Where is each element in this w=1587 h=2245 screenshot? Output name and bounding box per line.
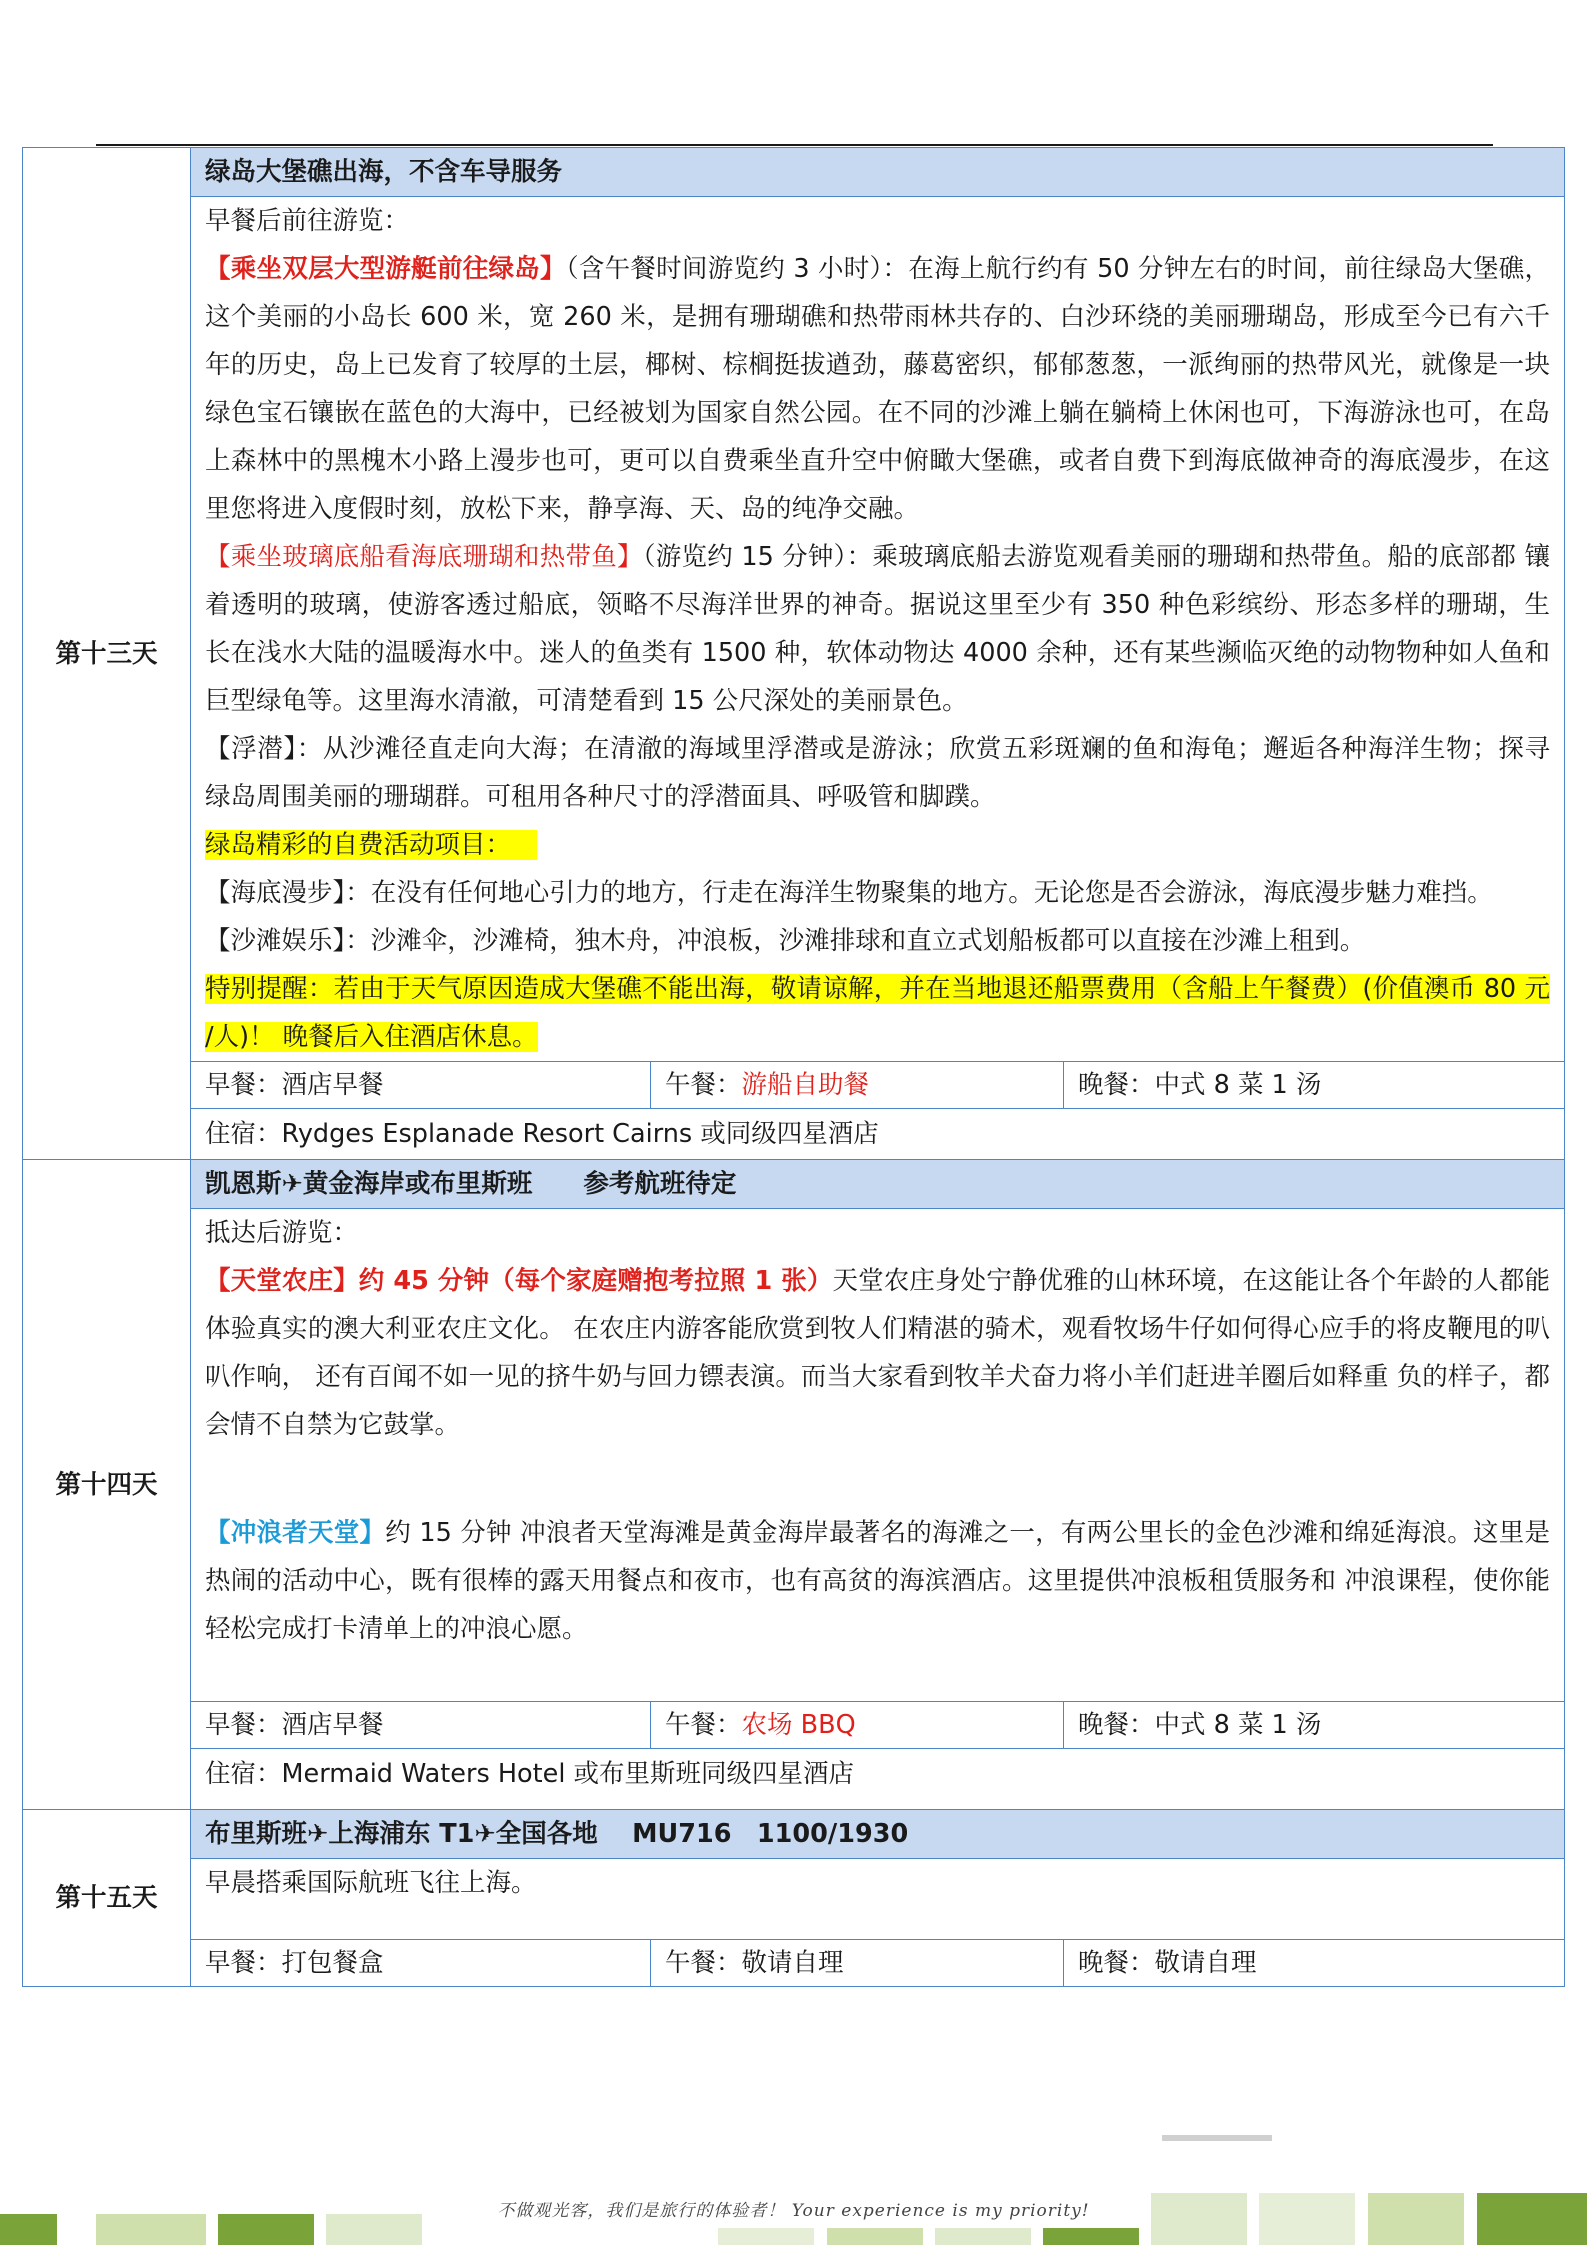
hotel-cell: 住宿：Rydges Esplanade Resort Cairns 或同级四星酒店 — [191, 1109, 1565, 1160]
day-content — [191, 1209, 1565, 1702]
paragraph-text: （游览约 15 分钟）：乘玻璃底船去游览观看美丽的珊瑚和热带鱼。船的底部都 镶着透明的玻璃，使游客透过船底，领略不尽海洋世界的神奇。据说这里至少有 350 种色彩缤纷、形态多样的珊瑚，生 长在浅水大陆的温暖海水中。迷人的鱼类有 1500 种，软体动物达 4000 余种，还有某些濒临灭绝的动物物种如人鱼和 巨型绿龟等。这里海水清澈，可清楚看到 15 公尺深处的美丽景色。 — [205, 542, 1550, 716]
footer-square — [326, 2214, 422, 2245]
day-title: 凯恩斯✈黄金海岸或布里斯班 参考航班待定 — [191, 1160, 1565, 1209]
lunch-cell: 午餐：农场 BBQ — [651, 1702, 1064, 1749]
dinner-cell: 晚餐：中式 8 菜 1 汤 — [1064, 1062, 1565, 1109]
highlight-tag: 【乘坐玻璃底船看海底珊瑚和热带鱼】 — [205, 542, 643, 572]
breakfast-cell: 早餐：酒店早餐 — [191, 1062, 651, 1109]
footer-square — [827, 2228, 923, 2245]
dinner-value: 中式 8 菜 1 汤 — [1154, 1710, 1322, 1740]
paragraph-text: 【沙滩娱乐】：沙滩伞，沙滩椅，独木舟，冲浪板，沙滩排球和直立式划船板都可以直接在沙滩上租到。 — [205, 926, 1366, 956]
breakfast-value: 酒店早餐 — [281, 1070, 384, 1100]
optional-title: 绿岛精彩的自费活动项目： — [205, 821, 1550, 869]
dinner-value: 中式 8 菜 1 汤 — [1154, 1070, 1322, 1100]
spacer — [205, 1653, 1550, 1701]
footer-slogan: 不做观光客，我们是旅行的体验者！ Your experience is my priority! — [497, 2201, 1090, 2221]
footer-square — [0, 2214, 57, 2245]
footer-square — [1259, 2193, 1355, 2245]
lunch-cell: 午餐：敬请自理 — [651, 1940, 1064, 1987]
paragraph-text: 【浮潜】：从沙滩径直走向大海；在清澈的海域里浮潜或是游泳；欣赏五彩斑斓的鱼和海龟；邂逅各种海洋生物；探寻 绿岛周围美丽的珊瑚群。可租用各种尺寸的浮潜面具、呼吸管和脚蹼。 — [205, 734, 1550, 812]
lunch-value: 农场 BBQ — [741, 1710, 856, 1740]
top-rule — [96, 144, 1493, 146]
footer-square — [218, 2214, 314, 2245]
paragraph-text: 【海底漫步】：在没有任何地心引力的地方，行走在海洋生物聚集的地方。无论您是否会游泳，海底漫步魅力难挡。 — [205, 878, 1493, 908]
lunch-cell: 午餐：游船自助餐 — [651, 1062, 1064, 1109]
lunch-value: 敬请自理 — [741, 1948, 844, 1978]
footer-square — [1368, 2193, 1464, 2245]
itinerary-table — [22, 147, 1565, 1987]
footer-square — [718, 2228, 814, 2245]
footer-square — [935, 2228, 1031, 2245]
paragraph — [205, 533, 1550, 725]
breakfast-cell: 早餐：酒店早餐 — [191, 1702, 651, 1749]
footer-square — [1151, 2193, 1247, 2245]
paragraph — [205, 1509, 1550, 1653]
intro-text: 早晨搭乘国际航班飞往上海。 — [205, 1868, 537, 1898]
intro-text: 早餐后前往游览： — [205, 206, 410, 236]
day-content — [191, 197, 1565, 1062]
paragraph — [205, 245, 1550, 533]
special-notice: 特别提醒：若由于天气原因造成大堡礁不能出海，敬请谅解，并在当地退还船票费用（含船上午餐费）(价值澳币 80 元 /人)！ 晚餐后入住酒店休息。 — [205, 974, 1550, 1052]
breakfast-value: 打包餐盒 — [281, 1948, 384, 1978]
day-content — [191, 1859, 1565, 1940]
highlight-tag: 【乘坐双层大型游艇前往绿岛】 — [205, 254, 566, 284]
footer-divider — [1162, 2135, 1272, 2141]
dinner-cell: 晚餐：敬请自理 — [1064, 1940, 1565, 1987]
day-label: 第十四天 — [23, 1160, 191, 1810]
day-label: 第十五天 — [23, 1810, 191, 1987]
day-label: 第十三天 — [23, 148, 191, 1160]
dinner-value: 敬请自理 — [1154, 1948, 1257, 1978]
dinner-cell: 晚餐：中式 8 菜 1 汤 — [1064, 1702, 1565, 1749]
paragraph-text: （含午餐时间游览约 3 小时）：在海上航行约有 50 分钟左右的时间，前往绿岛大堡礁， 这个美丽的小岛长 600 米，宽 260 米，是拥有珊瑚礁和热带雨林共存的、白沙环绕的美丽珊瑚岛，形成至今已有六千 年的历史，岛上已发育了较厚的土层，椰树、棕榈挺拔遒劲，藤葛密织，郁郁葱葱，一派绚丽的热带风光，就像是一块 绿色宝石镶嵌在蓝色的大海中，已经被划为国家自然公园。在不同的沙滩上躺在躺椅上休闲也可，下海游泳也可，在岛 上森林中的黑槐木小路上漫步也可，更可以自费乘坐直升空中俯瞰大堡礁，或者自费下到海底做神奇的海底漫步，在这 里您将进入度假时刻，放松下来，静享海、天、岛的纯净交融。 — [205, 254, 1550, 524]
day-title: 布里斯班✈上海浦东 T1✈全国各地 MU716 1100/1930 — [191, 1810, 1565, 1859]
day-title: 绿岛大堡礁出海，不含车导服务 — [191, 148, 1565, 197]
highlight-tag: 【冲浪者天堂】 — [205, 1518, 386, 1548]
hotel-cell: 住宿：Mermaid Waters Hotel 或布里斯班同级四星酒店 — [191, 1749, 1565, 1810]
footer-square — [1043, 2228, 1139, 2245]
footer-square — [1477, 2193, 1587, 2245]
paragraph — [205, 1257, 1550, 1449]
hotel-value: Rydges Esplanade Resort Cairns 或同级四星酒店 — [281, 1119, 879, 1149]
paragraph-text: 约 15 分钟 冲浪者天堂海滩是黄金海岸最著名的海滩之一，有两公里长的金色沙滩和绵延海浪。这里是热闹的活动中心，既有很棒的露天用餐点和夜市，也有高贫的海滨酒店。这里提供冲浪板租赁服务和 冲浪课程，使你能轻松完成打卡清单上的冲浪心愿。 — [205, 1518, 1550, 1644]
breakfast-cell: 早餐：打包餐盒 — [191, 1940, 651, 1987]
intro-text: 抵达后游览： — [205, 1218, 359, 1248]
highlight-tag: 【天堂农庄】约 45 分钟（每个家庭赠抱考拉照 1 张） — [205, 1266, 833, 1296]
lunch-value: 游船自助餐 — [741, 1070, 870, 1100]
footer-square — [96, 2214, 206, 2245]
paragraph-text: 天堂农庄身处宁静优雅的山林环境，在这能让各个年龄的人都能体验真实的澳大利亚农庄文化。 在农庄内游客能欣赏到牧人们精湛的骑术，观看牧场牛仔如何得心应手的将皮鞭甩的叭叭作响， 还有百闻不如一见的挤牛奶与回力镖表演。而当大家看到牧羊犬奋力将小羊们赶进羊圈后如释重 负的样子，都会情不自禁为它鼓掌。 — [205, 1266, 1550, 1440]
breakfast-value: 酒店早餐 — [281, 1710, 384, 1740]
spacer — [205, 1449, 1550, 1509]
hotel-value: Mermaid Waters Hotel 或布里斯班同级四星酒店 — [281, 1759, 855, 1789]
